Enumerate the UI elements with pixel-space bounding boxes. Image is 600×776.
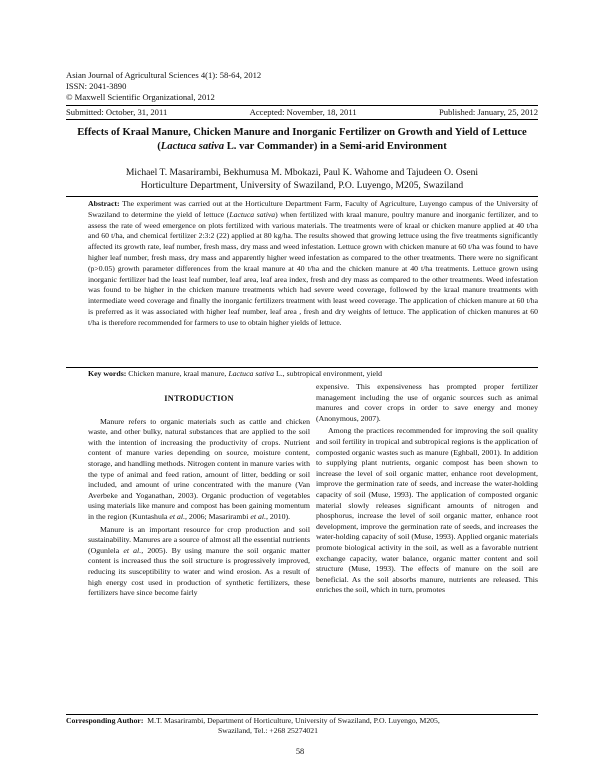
keywords-text-b: L., subtropical environment, yield — [274, 369, 383, 378]
p1-text-c: , 2010). — [266, 511, 291, 521]
published-date: Published: January, 25, 2012 — [439, 107, 538, 117]
abstract-text — [88, 199, 538, 329]
intro-paragraph-2 — [88, 525, 310, 599]
corresponding-author-footnote — [66, 714, 538, 737]
p1-etal-2: et al. — [250, 511, 267, 521]
journal-citation: Asian Journal of Agricultural Sciences 4(1): 58-64, 2012 — [66, 70, 262, 80]
abstract-text-b: ) when fertilized with kraal manure, poultry manure and inorganic fertilizer, and to assess the rate of weed emergence on plots fertilized with various materials. The treatments were of kraal or chicken manure applied at 40 t/ha and 60 t/ha, and chemical fertilizer 2:3:2 (22) applied at 80 kg/ha. The results showed that growing lettuce using the five treatments significantly affected its growth rate, leaf number, fresh mass, dry mass and weed infestation. Lettuce grown with chicken manure at 60 t/ha was found to have higher leaf number, fresh mass, dry mass and apparently higher weed infestation as compared to the other treatments. There were no significant (p>0.05) growth parameter differences from the kraal manure at 40 t/ha and the chicken manure at 40 t/ha treatments. Lettuce grown using inorganic fertilizer had the least leaf number, leaf area, leaf area index, fresh and dry mass as compared to the other treatments. Weed infestation was found to be higher in the chicken manure treatments which had severe weed coverage, followed by the kraal manure treatments with intermediate weed coverage and finally the inorganic fertilizers treatment with least weed coverage. The application of chicken manure at 60 t/ha is preferred as it was associated with higher leaf number, leaf area , fresh and dry weights of lettuce. The application of chicken manures at 60 t/ha is therefore recommended for farmers to use to obtain higher yields of lettuce. — [88, 209, 538, 327]
abstract-species: Lactuca sativa — [229, 209, 276, 219]
right-column — [316, 382, 538, 596]
p1-etal-1: et al. — [169, 511, 186, 521]
intro-paragraph-1 — [88, 417, 310, 523]
keywords-text-a: Chicken manure, kraal manure, — [126, 369, 229, 378]
intro-paragraph-4: Among the practices recommended for improving the soil quality and soil fertility in tropical and subtropical regions is the application of composted organic wastes such as manure (Eghball, 2001). In addition to supplying plant nutrients, organic compost has been shown to increase the level of soil organic matter, enhance root development, improve the germination rate of seeds, and increase the water-holding capacity of soil (Muse, 1993). The application of composted organic material slowly releases significant amounts of nitrogen and phosphorus, increase the level of soil organic matter, enhance root development, improve the germination rate of seeds, and increases the water-holding capacity of soil (Muse, 1993). Applied organic materials promote biological activity in the soil, as well as a favorable nutrient exchange capacity, water balance, organic matter content and soil structure (Muse, 1993). The effects of manure on the soil are beneficial. As the soil absorbs manure, nutrients are released. This enriches the soil, which in turn, promotes — [316, 426, 538, 595]
keywords-species: Lactuca sativa — [228, 369, 275, 378]
author-block — [66, 166, 538, 192]
author-affiliation: Horticulture Department, University of Swaziland, P.O. Luyengo, M205, Swaziland — [140, 180, 464, 191]
footnote-label: Corresponding Author: — [66, 716, 144, 725]
abstract-box — [66, 196, 538, 368]
left-column — [88, 394, 310, 599]
p1-text-a: Manure refers to organic materials such as cattle and chicken waste, and other bulky, natural substances that are applied to the soil with the intention of increasing the productivity of crops. Nutrient content of manure varies depending on source, moisture content, storage, and handling methods. Nitrogen content in manure varies with the type of animal and feed ration, amount of litter, bedding or soil included, and amount of urine concentrated with the manure (Van Averbeke and Yoganathan, 2003). Organic production of vegetables using materials like manure and compost has been gaining momentum in the region (Kuntashula — [88, 416, 310, 521]
title-species: Lactuca sativa — [160, 141, 225, 152]
keywords — [88, 368, 538, 379]
author-names: Michael T. Masarirambi, Bekhumusa M. Mbokazi, Paul K. Wahome and Tajudeen O. Oseni — [125, 167, 479, 178]
submitted-date: Submitted: October, 31, 2011 — [66, 107, 168, 117]
p1-text-b: , 2006; Masarirambi — [185, 511, 251, 521]
footnote-line-2: Swaziland, Tel.: +268 25274021 — [218, 726, 318, 736]
intro-paragraph-3: expensive. This expensiveness has prompted proper fertilizer management including the use of organic sources such as animal manures and cover crops in order to save energy and money (Anonymous, 2007). — [316, 382, 538, 423]
paper-title — [66, 126, 538, 154]
p2-text-b: , 2005). By using manure the soil organic matter content is increased thus the soil structure is progressively improved, reducing its susceptibility to water and wind erosion. As a result of high energy cost used in production of synthetic fertilizers, these fertilizers have since become fairly — [88, 545, 310, 598]
journal-issn: ISSN: 2041-3890 — [66, 81, 127, 91]
journal-info — [66, 70, 261, 103]
title-part2: L. var Commander) in a Semi-arid Environment — [224, 141, 447, 152]
accepted-date: Accepted: November, 18, 2011 — [249, 107, 357, 117]
keywords-label: Key words: — [88, 369, 127, 378]
submission-dates — [66, 105, 538, 120]
title-part1: Effects of Kraal Manure, Chicken Manure and Inorganic Fertilizer on Growth and Yield of Lettuce ( — [77, 127, 527, 152]
p2-text-a: Manure is an important resource for crop production and soil sustainability. Manures are a source of almost all the essential nutrients (Ogunlela — [88, 524, 310, 555]
abstract-text-a: The experiment was carried out at the Horticulture Department Farm, Faculty of Agriculture, Luyengo campus of the University of Swaziland to determine the yield of lettuce ( — [88, 199, 538, 219]
p2-etal: et al. — [123, 545, 142, 555]
page-number: 58 — [295, 747, 305, 756]
abstract-label: Abstract: — [88, 199, 120, 208]
footnote-line-1: M.T. Masarirambi, Department of Horticulture, University of Swaziland, P.O. Luyengo, M205, — [147, 716, 440, 725]
section-heading: INTRODUCTION — [164, 394, 234, 403]
journal-copyright: © Maxwell Scientific Organizational, 2012 — [66, 92, 215, 102]
